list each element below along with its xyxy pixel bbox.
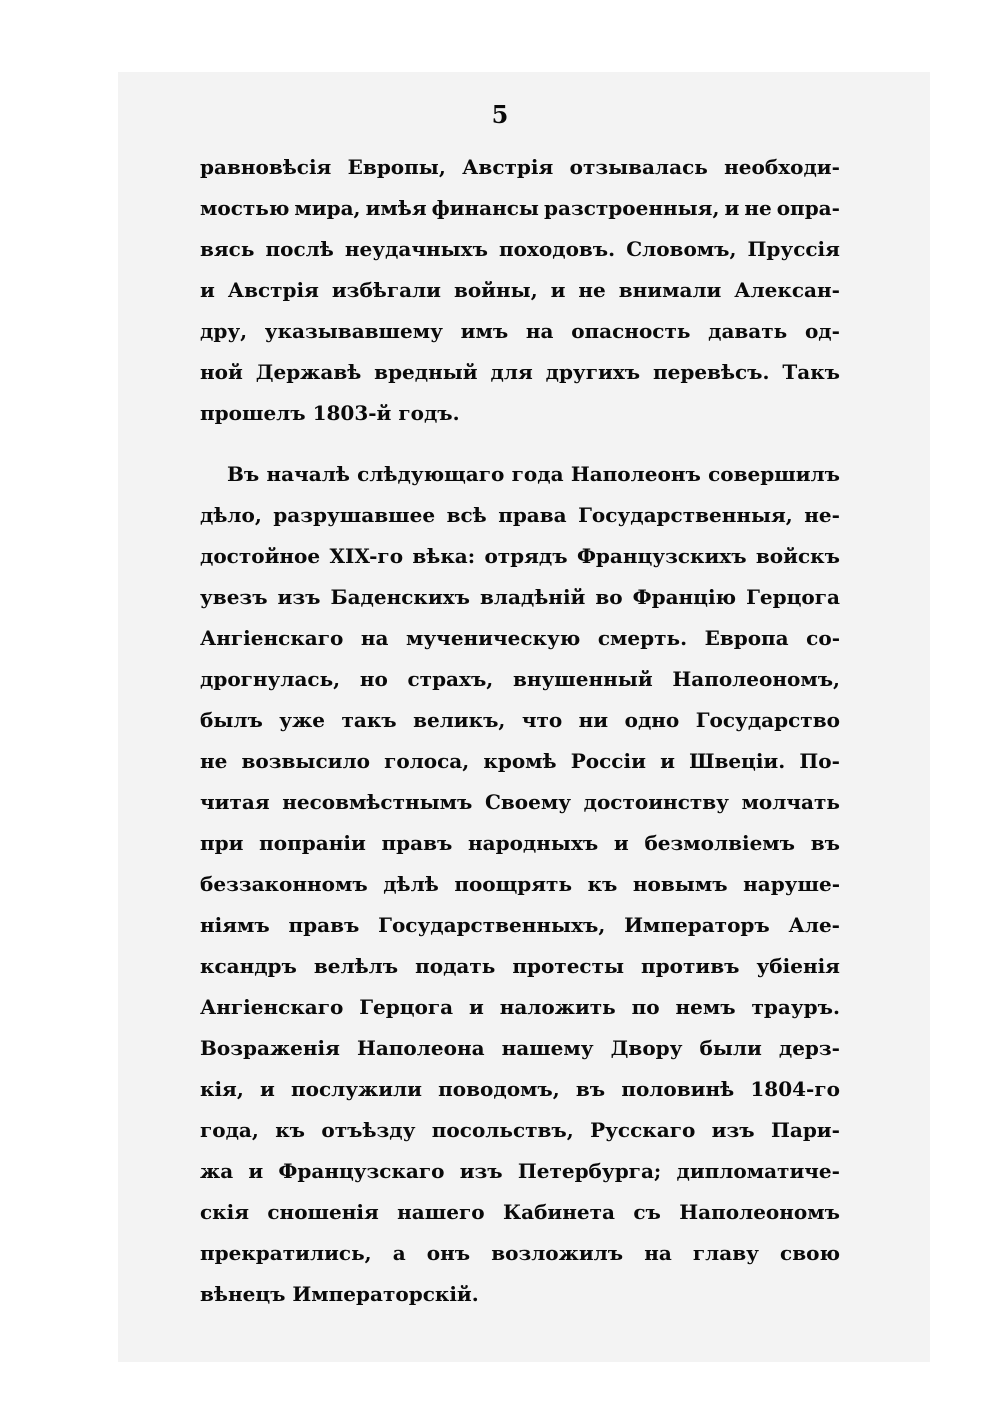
paragraph-2	[200, 454, 840, 1315]
text-line: былъ уже такъ великъ, что ни одно Государство	[200, 708, 840, 732]
text-line: Возраженія Наполеона нашему Двору были дерз-	[200, 1036, 840, 1060]
text-line: вѣнецъ Императорскій.	[200, 1282, 479, 1306]
page-number: 5	[491, 100, 509, 129]
text-line: достойное XIX-го вѣка: отрядъ Французскихъ войскъ	[200, 544, 840, 568]
text-line: не возвысило голоса, кромѣ Россіи и Швеціи. По-	[200, 749, 840, 773]
text-line: читая несовмѣстнымъ Своему достоинству молчать	[200, 790, 840, 814]
text-line: прекратились, а онъ возложилъ на главу свою	[200, 1241, 840, 1265]
text-line: и Австрія избѣгали войны, и не внимали Алексан-	[200, 278, 840, 302]
text-line: дру, указывавшему имъ на опасность давать од-	[200, 319, 840, 343]
text-line: Ангіенскаго на мученическую смерть. Европа со-	[200, 626, 840, 650]
text-line: Ангіенскаго Герцога и наложить по немъ трауръ.	[200, 995, 840, 1019]
text-line: беззаконномъ дѣлѣ поощрять къ новымъ наруше-	[200, 872, 840, 896]
text-line: дѣло, разрушавшее всѣ права Государственныя, не-	[200, 503, 840, 527]
text-line: мостью мира, имѣя финансы разстроенныя, и не опра-	[200, 196, 840, 220]
text-line: скія сношенія нашего Кабинета съ Наполеономъ	[200, 1200, 840, 1224]
text-line: года, къ отъѣзду посольствъ, Русскаго изъ Пари-	[200, 1118, 840, 1142]
text-line: ніямъ правъ Государственныхъ, Императоръ Але-	[200, 913, 840, 937]
body-text	[200, 147, 840, 1315]
text-line: прошелъ 1803-й годъ.	[200, 401, 460, 425]
text-line: вясь послѣ неудачныхъ походовъ. Словомъ, Пруссія	[200, 237, 840, 261]
paragraph-1	[200, 147, 840, 434]
text-line: ксандръ велѣлъ подать протесты противъ убіенія	[200, 954, 840, 978]
text-line: при попраніи правъ народныхъ и безмолвіемъ въ	[200, 831, 840, 855]
text-line: увезъ изъ Баденскихъ владѣній во Францію Герцога	[200, 585, 840, 609]
text-line: равновѣсія Европы, Австрія отзывалась необходи-	[200, 155, 840, 179]
text-line: кія, и послужили поводомъ, въ половинѣ 1804-го	[200, 1077, 840, 1101]
text-line: ной Державѣ вредный для другихъ перевѣсъ. Такъ	[200, 360, 840, 384]
text-line: Въ началѣ слѣдующаго года Наполеонъ совершилъ	[227, 462, 840, 486]
text-line: жа и Французскаго изъ Петербурга; дипломатиче-	[200, 1159, 840, 1183]
text-line: дрогнулась, но страхъ, внушенный Наполеономъ,	[200, 667, 840, 691]
